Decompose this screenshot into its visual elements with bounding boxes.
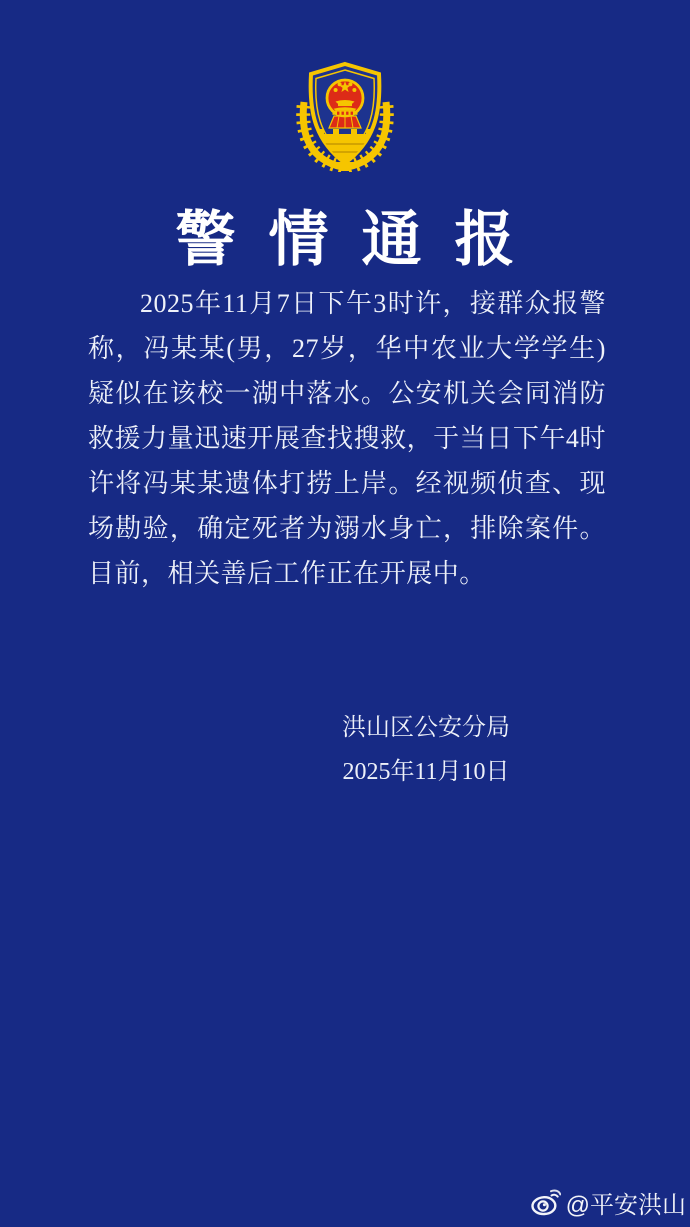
issuing-authority: 洪山区公安分局 <box>342 715 510 741</box>
police-emblem <box>295 60 395 172</box>
notice-title: 警情通报 <box>175 207 548 273</box>
weibo-watermark <box>531 1185 686 1220</box>
issue-date: 2025年11月10日 <box>342 759 510 785</box>
weibo-logo-icon <box>531 1189 561 1216</box>
watermark-handle: @平安洪山 <box>565 1192 686 1219</box>
signature-block <box>341 706 511 794</box>
china-police-badge-icon <box>295 60 395 172</box>
notice-body: 2025年11月7日下午3时许，接群众报警称，冯某某(男，27岁，华中农业大学学生)疑似在该校一湖中落水。公安机关会同消防救援力量迅速开展查找搜救，于当日下午4时许将冯某某遗体打捞上岸。经视频侦查、现场勘验，确定死者为溺水身亡，排除案件。目前，相关善后工作正在开展中。 <box>88 289 606 588</box>
